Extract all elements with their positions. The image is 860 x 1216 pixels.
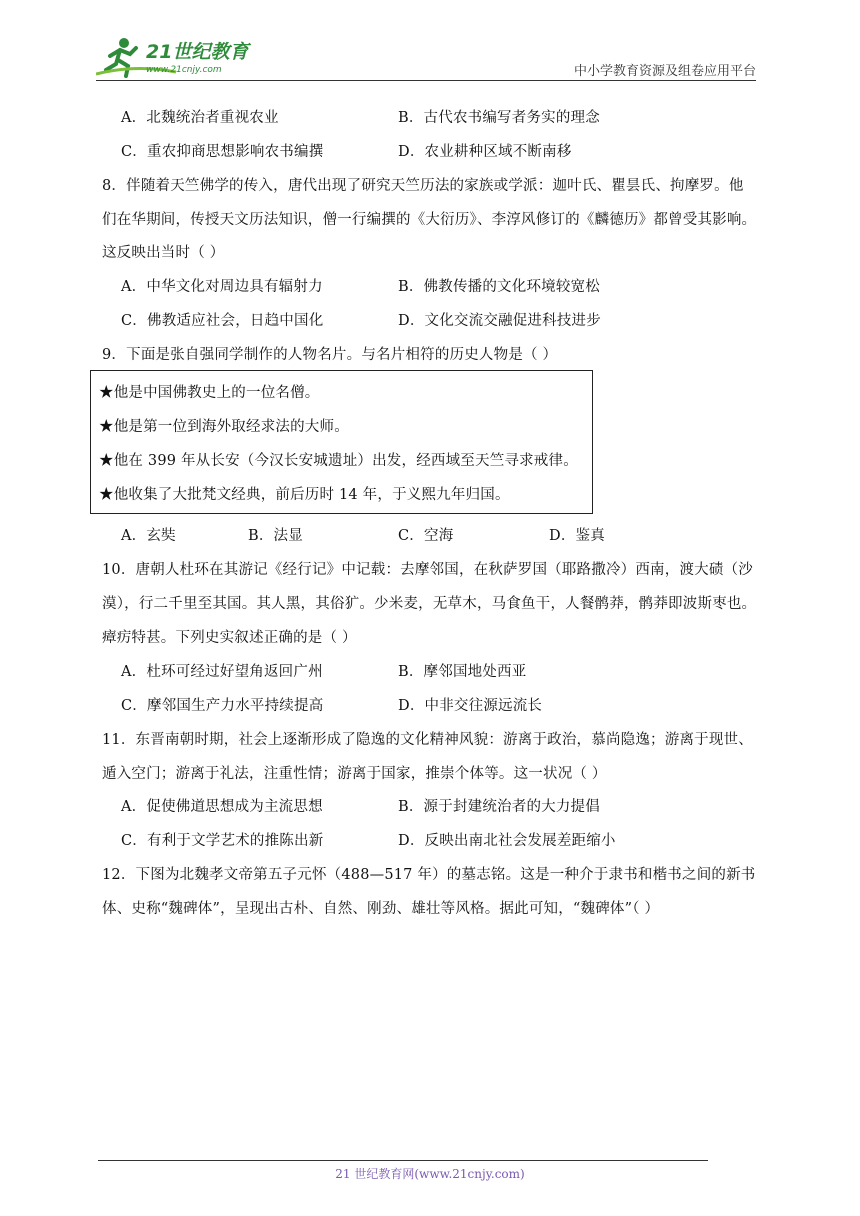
card-line: ★他是中国佛教史上的一位名僧。: [99, 385, 320, 401]
q8-option-b: B．佛教传播的文化环境较宽松: [398, 279, 600, 295]
logo-url: www.21cnjy.com: [146, 65, 222, 75]
q11-option-d: D．反映出南北社会发展差距缩小: [398, 833, 616, 849]
q8-stem-line2: 们在华期间，传授天文历法知识，僧一行编撰的《大衍历》、李淳风修订的《麟德历》都曾受其影响。: [102, 212, 757, 228]
site-logo: [96, 34, 266, 78]
q9-option-a: A．玄奘: [121, 528, 176, 544]
q11-option-b: B．源于封建统治者的大力提倡: [398, 799, 600, 815]
q11-option-a: A．促使佛道思想成为主流思想: [121, 799, 323, 815]
q11-stem-line1: 11．东晋南朝时期，社会上逐渐形成了隐逸的文化精神风貌：游离于政治，慕尚隐逸；游离于现世、: [102, 732, 753, 748]
q9-stem: 9．下面是张自强同学制作的人物名片。与名片相符的历史人物是（ ）: [102, 347, 558, 363]
person-card: [90, 370, 593, 514]
q11-stem-line2: 遁入空门；游离于礼法，注重性情；游离于国家，推崇个体等。这一状况（ ）: [102, 766, 607, 782]
q9-option-b: B．法显: [248, 528, 303, 544]
header-divider: [96, 80, 756, 81]
q12-stem-line1: 12．下图为北魏孝文帝第五子元怀（488—517 年）的墓志铭。这是一种介于隶书和楷书之间的新书: [102, 867, 756, 883]
card-line: ★他是第一位到海外取经求法的大师。: [99, 419, 349, 435]
q8-option-a: A．中华文化对周边具有辐射力: [121, 279, 323, 295]
footer-link[interactable]: 21 世纪教育网(www.21cnjy.com): [335, 1167, 525, 1181]
q10-stem-line2: 漠），行二千里至其国。其人黑，其俗犷。少米麦，无草木，马食鱼干，人餐鹘莽，鹘莽即波斯枣也。: [102, 596, 757, 612]
card-line: ★他收集了大批梵文经典，前后历时 14 年，于义熙九年归国。: [99, 487, 510, 503]
q10-option-a: A．杜环可经过好望角返回广州: [121, 664, 323, 680]
q10-option-b: B．摩邻国地处西亚: [398, 664, 527, 680]
q10-option-d: D．中非交往源远流长: [398, 698, 543, 714]
q10-option-c: C．摩邻国生产力水平持续提高: [121, 698, 324, 714]
card-line: ★他在 399 年从长安（今汉长安城遗址）出发，经西域至天竺寻求戒律。: [99, 453, 578, 469]
q9-option-c: C．空海: [398, 528, 454, 544]
q8-stem-line1: 8．伴随着天竺佛学的传入，唐代出现了研究天竺历法的家族或学派：迦叶氏、瞿昙氏、拘摩罗。他: [102, 178, 744, 194]
q7-option-b: B．古代农书编写者务实的理念: [398, 110, 600, 126]
q7-option-d: D．农业耕种区域不断南移: [398, 144, 572, 160]
q11-option-c: C．有利于文学艺术的推陈出新: [121, 833, 324, 849]
q8-option-c: C．佛教适应社会，日趋中国化: [121, 313, 324, 329]
q8-stem-line3: 这反映出当时（ ）: [102, 245, 225, 261]
footer-divider: [98, 1160, 708, 1161]
q10-stem-line3: 瘴疠特甚。下列史实叙述正确的是（ ）: [102, 630, 357, 646]
q8-option-d: D．文化交流交融促进科技进步: [398, 313, 601, 329]
q12-stem-line2: 体、史称“魏碑体”，呈现出古朴、自然、刚劲、雄壮等风格。据此可知，“魏碑体”（ ）: [102, 901, 660, 917]
platform-title: 中小学教育资源及组卷应用平台: [573, 64, 756, 79]
q10-stem-line1: 10．唐朝人杜环在其游记《经行记》中记载：去摩邻国，在秋萨罗国（耶路撒冷）西南，渡大碛（沙: [102, 562, 753, 578]
logo-text: 21世纪教育: [146, 41, 249, 63]
q7-option-a: A．北魏统治者重视农业: [121, 110, 279, 126]
q7-option-c: C．重农抑商思想影响农书编撰: [121, 144, 324, 160]
q9-option-d: D．鉴真: [549, 528, 605, 544]
